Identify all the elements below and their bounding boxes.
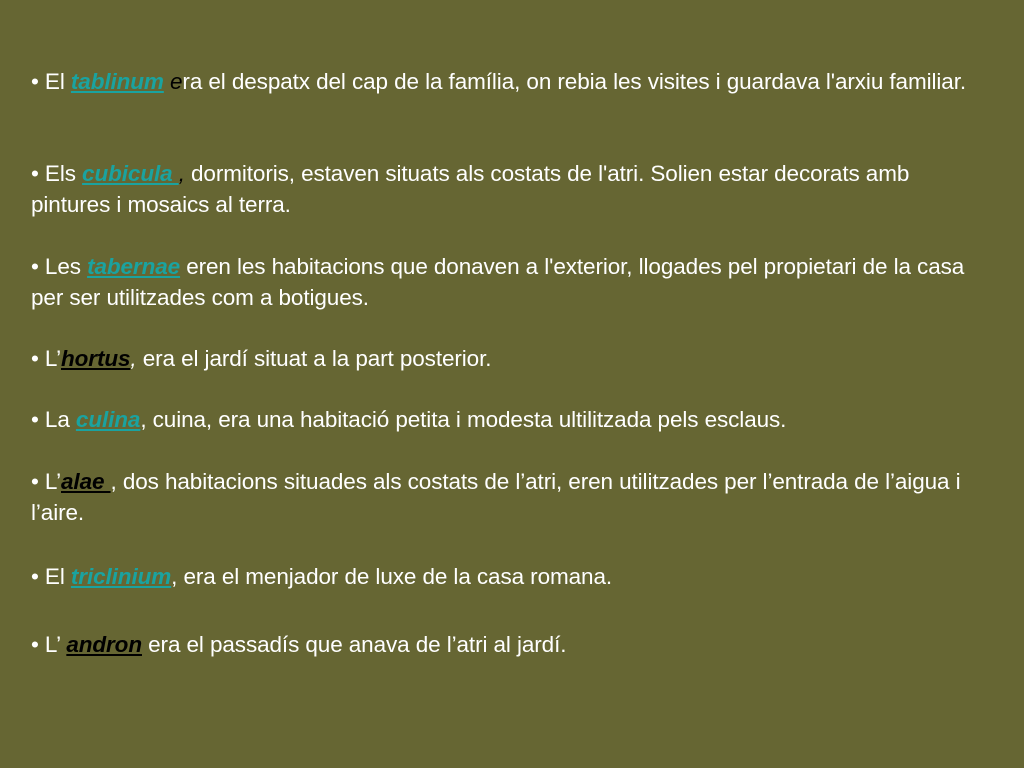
paragraph-hortus — [31, 343, 991, 374]
bullet-lead: • L’ — [31, 632, 67, 657]
term-connector: , — [130, 346, 137, 371]
term-andron: andron — [66, 632, 142, 657]
description-text: , cuina, era una habitació petita i modesta ultilitzada pels esclaus. — [140, 407, 787, 432]
paragraph-triclinium — [31, 561, 991, 592]
term-connector: e — [163, 69, 183, 94]
description-text: dormitoris, estaven situats als costats de l'atri. Solien estar decorats amb pintures i mosaics al terra. — [31, 161, 910, 217]
paragraph-cubicula — [31, 158, 991, 220]
term-cubicula-link[interactable]: cubicula — [82, 161, 179, 186]
description-text: ra el despatx del cap de la família, on rebia les visites i guardava l'arxiu familiar. — [182, 69, 967, 94]
description-text: , era el menjador de luxe de la casa romana. — [171, 564, 613, 589]
bullet-lead: • La — [31, 407, 76, 432]
term-connector: , — [178, 161, 185, 186]
term-tablinum-link[interactable]: tablinum — [70, 69, 164, 94]
bullet-lead: • El — [31, 564, 71, 589]
term-hortus: hortus — [61, 346, 131, 371]
term-tabernae-link[interactable]: tabernae — [87, 254, 181, 279]
description-text: , dos habitacions situades als costats de l’atri, eren utilitzades per l’entrada de l’aigua i l’aire. — [31, 469, 961, 525]
bullet-lead: • El — [31, 69, 71, 94]
paragraph-alae — [31, 466, 991, 528]
bullet-lead: • L’ — [31, 469, 61, 494]
paragraph-tablinum — [31, 66, 991, 97]
term-triclinium-link[interactable]: triclinium — [70, 564, 172, 589]
bullet-lead: • L’ — [31, 346, 61, 371]
paragraph-andron — [31, 629, 991, 660]
paragraph-tabernae — [31, 251, 991, 313]
description-text: era el jardí situat a la part posterior. — [136, 346, 492, 371]
description-text: eren les habitacions que donaven a l'exterior, llogades pel propietari de la casa per ser utilitzades com a botigues. — [31, 254, 965, 310]
bullet-lead: • Les — [31, 254, 88, 279]
term-culina-link[interactable]: culina — [75, 407, 141, 432]
paragraph-culina — [31, 404, 991, 435]
description-text: era el passadís que anava de l’atri al jardí. — [141, 632, 567, 657]
bullet-lead: • Els — [31, 161, 83, 186]
term-alae: alae — [61, 469, 111, 494]
